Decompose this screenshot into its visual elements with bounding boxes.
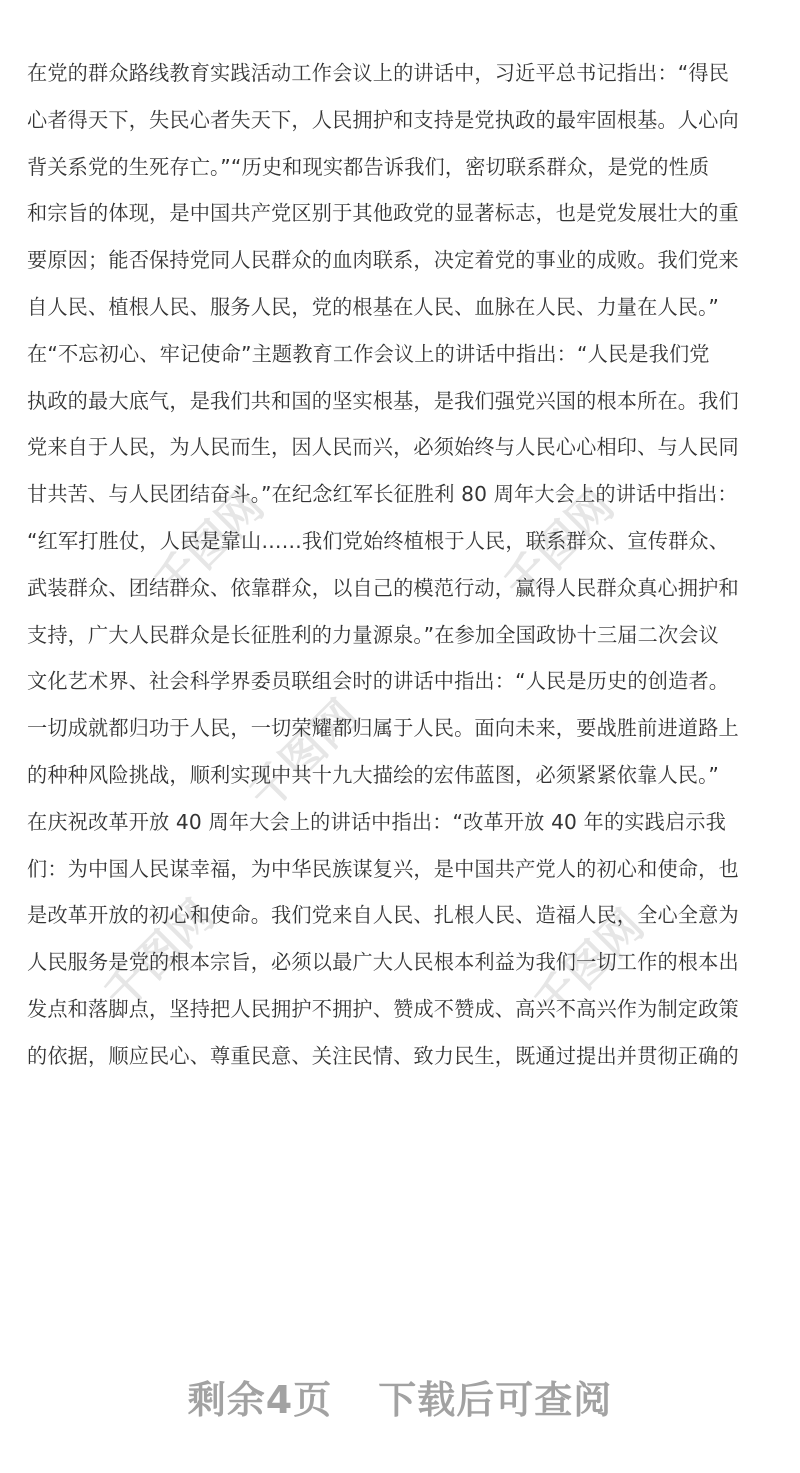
text-line: 的依据，顺应民心、尊重民意、关注民情、致力民生，既通过提出并贯彻正确的 [27, 1043, 739, 1068]
text-line: 在“不忘初心、牢记使命”主题教育工作会议上的讲话中指出：“人民是我们党 [27, 341, 710, 366]
text-line: 甘共苦、与人民团结奋斗。”在纪念红军长征胜利 80 周年大会上的讲话中指出： [27, 482, 738, 507]
text-line: 党来自于人民，为人民而生，因人民而兴，必须始终与人民心心相印、与人民同 [27, 435, 739, 460]
text-line: 武装群众、团结群众、依靠群众，以自己的模范行动，赢得人民群众真心拥护和 [27, 575, 739, 600]
text-line: 心者得天下，失民心者失天下，人民拥护和支持是党执政的最牢固根基。人心向 [27, 107, 739, 132]
text-line: 要原因；能否保持党同人民群众的血肉联系，决定着党的事业的成败。我们党来 [27, 248, 739, 273]
remaining-pages-label: 剩余4页 [187, 1378, 333, 1422]
download-prompt[interactable] [0, 1369, 800, 1424]
watermark: 千图网 [494, 480, 624, 610]
text-line: 们：为中国人民谋幸福，为中华民族谋复兴，是中国共产党人的初心和使命，也 [27, 856, 739, 881]
article-body [27, 50, 779, 1080]
text-line: 是改革开放的初心和使命。我们党来自人民、扎根人民、造福人民，全心全意为 [27, 903, 739, 928]
watermark: 千图网 [94, 890, 224, 1020]
text-line: 自人民、植根人民、服务人民，党的根基在人民、血脉在人民、力量在人民。” [27, 294, 719, 319]
text-line: 在庆祝改革开放 40 周年大会上的讲话中指出：“改革开放 40 年的实践启示我 [27, 809, 726, 834]
text-line: 支持，广大人民群众是长征胜利的力量源泉。”在参加全国政协十三届二次会议 [27, 622, 719, 647]
text-line: 背关系党的生死存亡。”“历史和现实都告诉我们，密切联系群众，是党的性质 [27, 154, 710, 179]
watermark: 千图网 [239, 690, 369, 820]
watermark: 千图网 [144, 480, 274, 610]
download-to-view-label: 下载后可查阅 [378, 1378, 613, 1422]
text-line: 和宗旨的体现，是中国共产党区别于其他政党的显著标志，也是党发展壮大的重 [27, 201, 739, 226]
text-line: 发点和落脚点，坚持把人民拥护不拥护、赞成不赞成、高兴不高兴作为制定政策 [27, 996, 739, 1021]
text-line: “红军打胜仗，人民是靠山……我们党始终植根于人民，联系群众、宣传群众、 [27, 528, 730, 553]
text-line: 文化艺术界、社会科学界委员联组会时的讲话中指出：“人民是历史的创造者。 [27, 669, 730, 694]
text-line: 一切成就都归功于人民，一切荣耀都归属于人民。面向未来，要战胜前进道路上 [27, 716, 739, 741]
text-line: 执政的最大底气，是我们共和国的坚实根基，是我们强党兴国的根本所在。我们 [27, 388, 739, 413]
text-line: 在党的群众路线教育实践活动工作会议上的讲话中，习近平总书记指出：“得民 [27, 61, 730, 85]
watermark: 千图网 [524, 900, 654, 1030]
text-line: 的种种风险挑战，顺利实现中共十九大描绘的宏伟蓝图，必须紧紧依靠人民。” [27, 762, 719, 787]
text-line: 人民服务是党的根本宗旨，必须以最广大人民根本利益为我们一切工作的根本出 [27, 950, 739, 975]
